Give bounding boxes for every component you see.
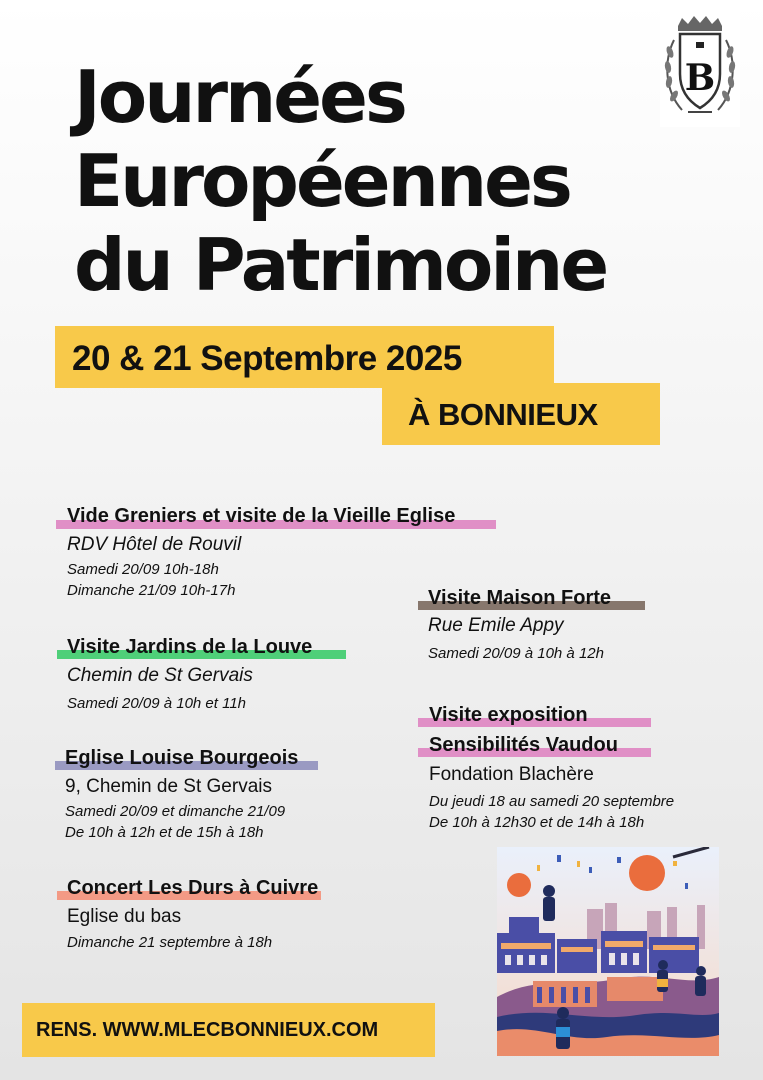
- title-line-2: Européennes: [74, 139, 570, 223]
- event-schedule-line: Samedi 20/09 et dimanche 21/09: [65, 803, 286, 820]
- event-schedule-line: Samedi 20/09 à 10h et 11h: [67, 695, 247, 712]
- event-vide-greniers: [56, 503, 455, 601]
- event-schedule-line: De 10h à 12h et de 15h à 18h: [65, 824, 264, 841]
- event-title: Visite Maison Forte: [428, 587, 612, 609]
- event-place: 9, Chemin de St Gervais: [65, 776, 272, 797]
- event-concert: [57, 875, 318, 953]
- event-exposition: [418, 702, 674, 833]
- event-jardins: [57, 634, 312, 714]
- event-title: Vide Greniers et visite de la Vieille Eglise: [67, 505, 456, 527]
- title-line-1: Journées: [74, 55, 405, 139]
- event-schedule-line: Samedi 20/09 à 10h à 12h: [428, 645, 604, 662]
- crest-monogram: B: [684, 57, 716, 99]
- event-schedule-line: Samedi 20/09 10h-18h: [67, 561, 219, 578]
- event-schedule-line: Du jeudi 18 au samedi 20 septembre: [429, 793, 675, 810]
- event-place: RDV Hôtel de Rouvil: [67, 534, 242, 555]
- event-maison-forte: [418, 585, 611, 664]
- event-place: Rue Emile Appy: [428, 615, 564, 636]
- event-title: Sensibilités Vaudou: [429, 734, 618, 756]
- date-banner: 20 & 21 Septembre 2025: [55, 326, 554, 388]
- event-schedule-line: De 10h à 12h30 et de 14h à 18h: [429, 814, 645, 831]
- event-place: Fondation Blachère: [429, 764, 594, 785]
- event-title: Eglise Louise Bourgeois: [65, 747, 299, 769]
- event-place: Chemin de St Gervais: [67, 665, 253, 686]
- event-title: Concert Les Durs à Cuivre: [67, 877, 319, 899]
- event-title: Visite Jardins de la Louve: [67, 636, 313, 658]
- footer-info-link[interactable]: RENS. WWW.MLECBONNIEUX.COM: [22, 1003, 435, 1057]
- place-banner: À BONNIEUX: [382, 383, 660, 445]
- town-crest-icon: [660, 12, 740, 127]
- event-title: Visite exposition: [429, 704, 588, 726]
- event-eglise-louise-bourgeois: [55, 745, 298, 843]
- event-place: Eglise du bas: [67, 906, 182, 927]
- event-schedule-line: Dimanche 21/09 10h-17h: [67, 582, 236, 599]
- title-line-3: du Patrimoine: [74, 223, 607, 307]
- event-schedule-line: Dimanche 21 septembre à 18h: [67, 934, 273, 951]
- heritage-illustration-icon: [497, 847, 719, 1056]
